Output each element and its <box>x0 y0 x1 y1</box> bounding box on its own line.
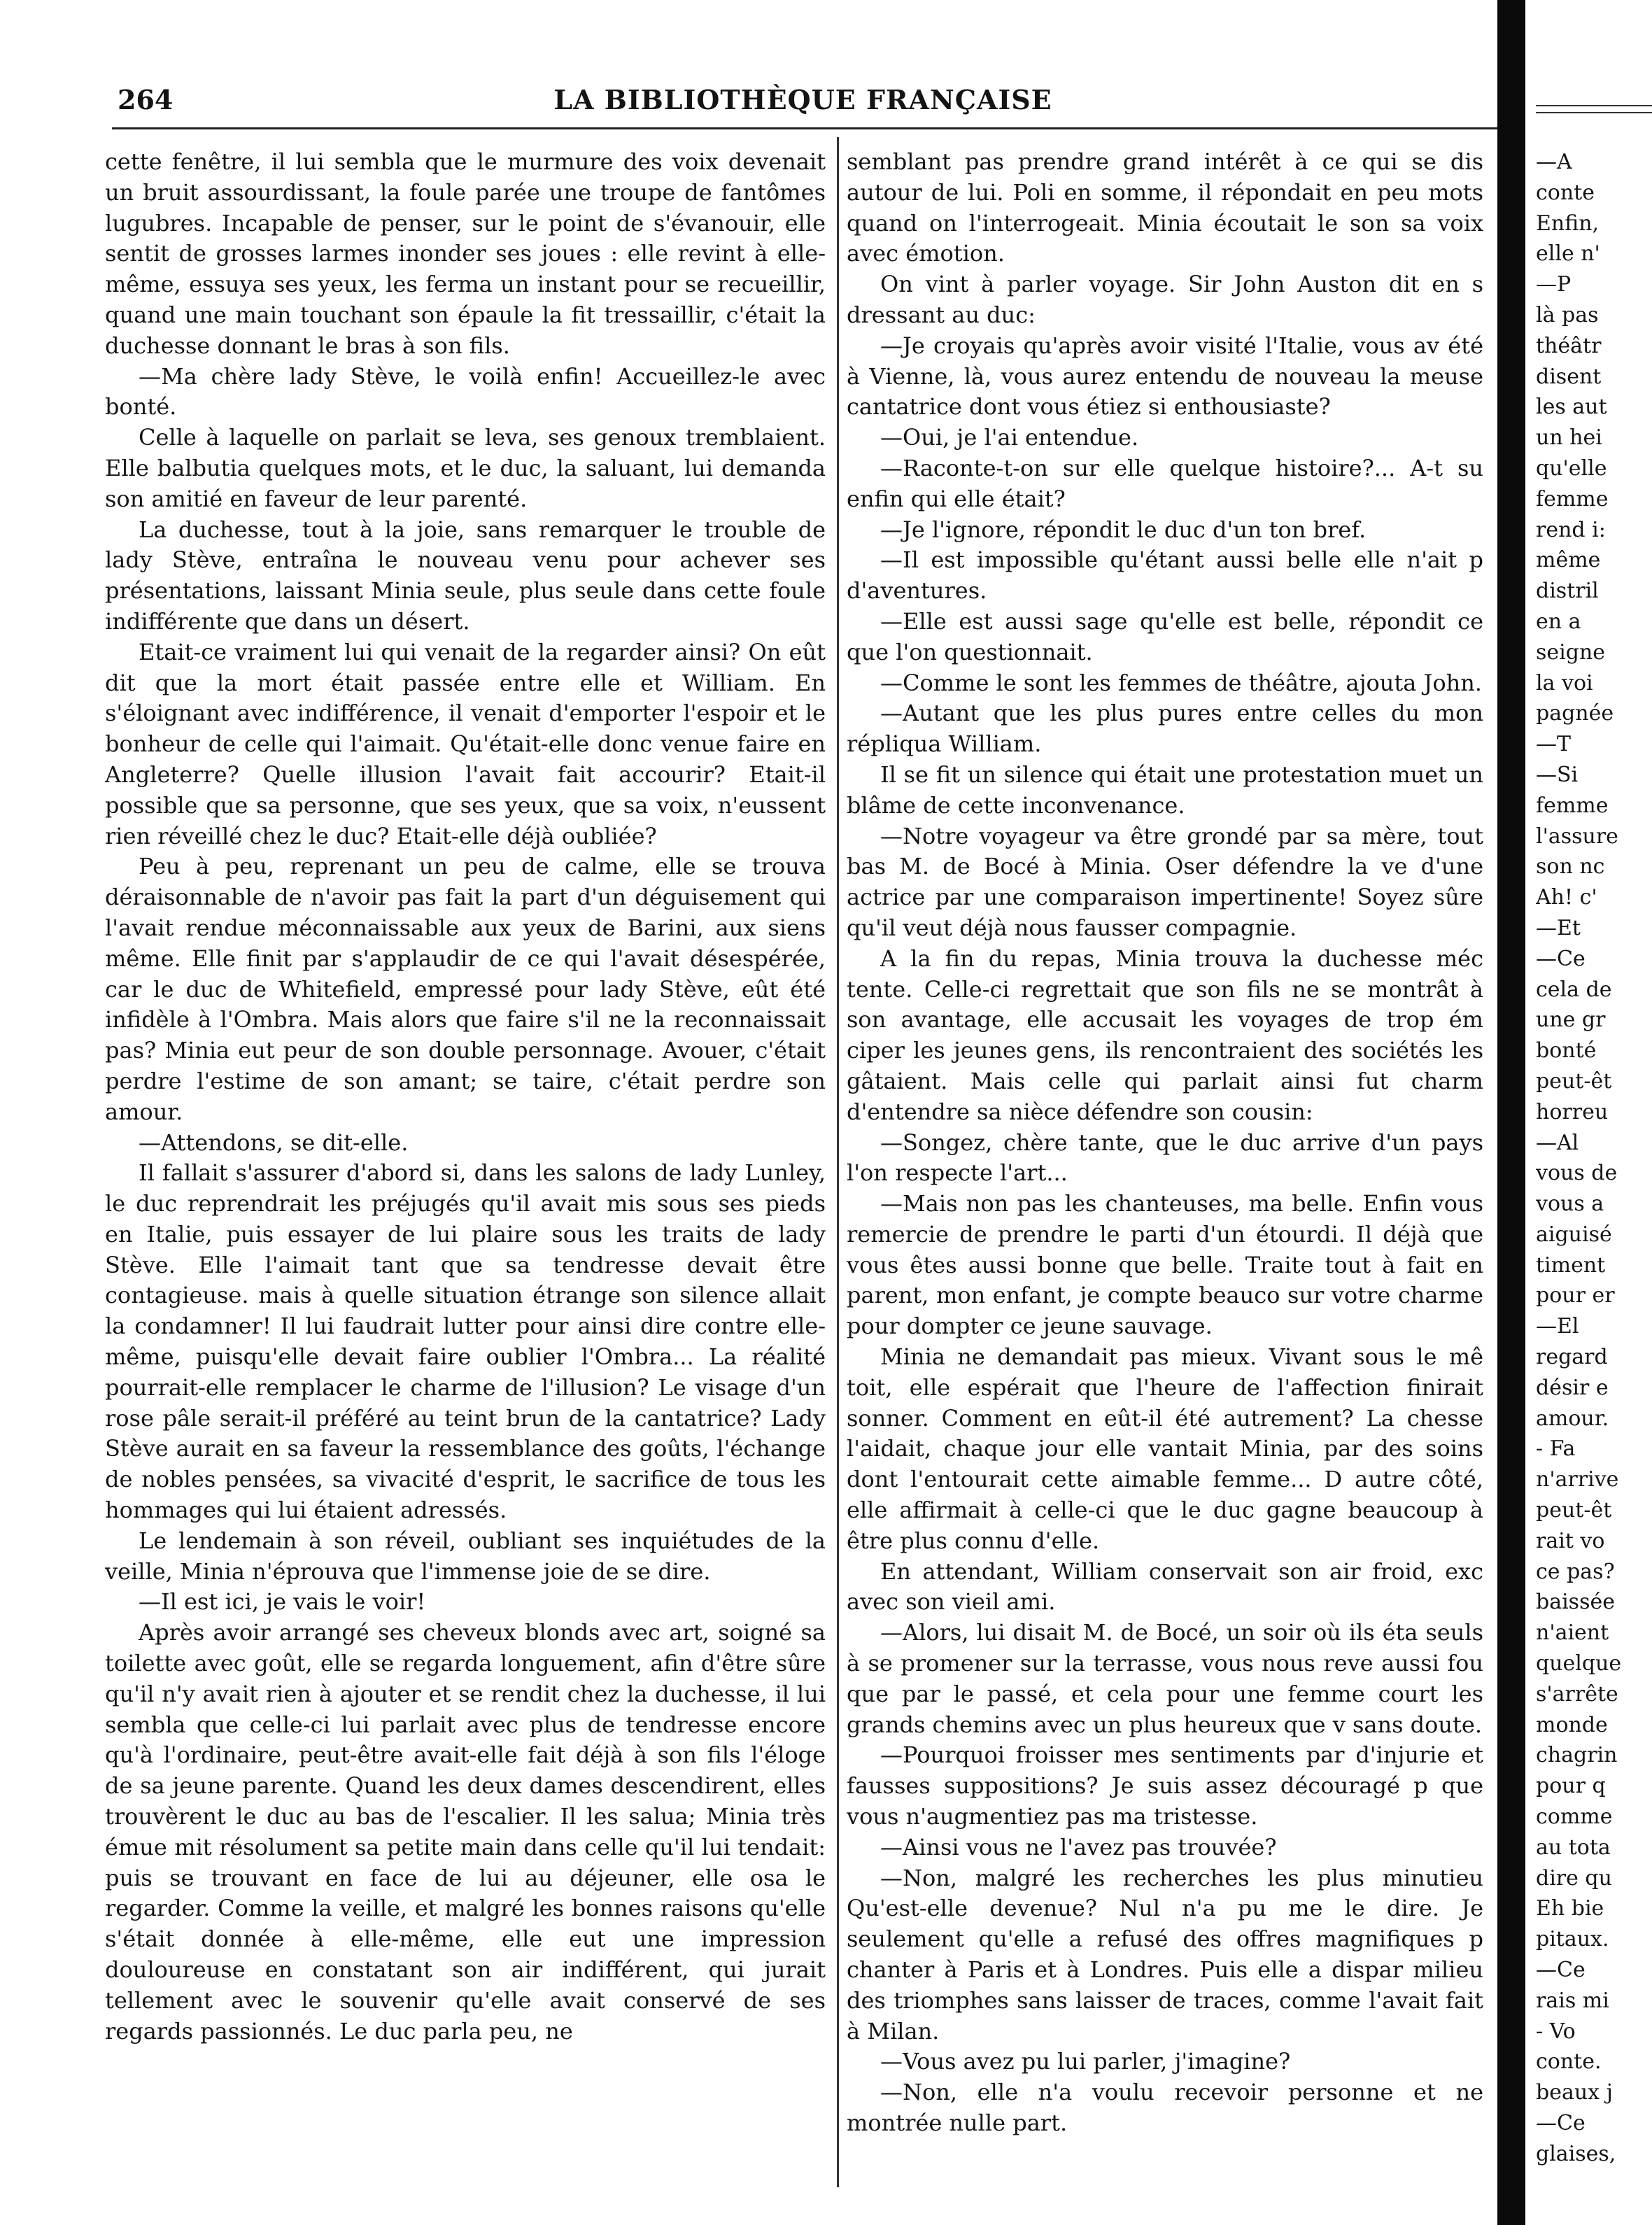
text-line-fragment: pagnée <box>1536 701 1614 726</box>
paragraph: —Oui, je l'ai entendue. <box>880 424 1139 451</box>
text-line-fragment: qu'elle <box>1536 455 1607 481</box>
text-line-fragment: —Ce <box>1536 1958 1586 1983</box>
right-cropped-column <box>1536 147 1652 2170</box>
text-line-fragment: cela de <box>1536 977 1612 1002</box>
text-line-fragment: quelque <box>1536 1651 1622 1676</box>
text-line-fragment: peut-êt <box>1536 1068 1612 1094</box>
text-line-fragment: glaises, <box>1536 2141 1616 2166</box>
paragraph: Etait-ce vraiment lui qui venait de la regarder ainsi? On eût dit que la mort était passée entre elle et William. En s'éloignant avec indifférence, il venait d'emporter l'espoir et le bonheur de celle qui l'aimait. Qu'était-elle donc venue faire en Angleterre? Quelle illusion l'avait fait accourir? Etait-il possible que sa personne, que ses yeux, que sa voix, n'eussent rien réveillé chez le duc? Etait-elle déjà oubliée? <box>105 638 826 849</box>
paragraph: —Vous avez pu lui parler, j'imagine? <box>880 2048 1291 2075</box>
paragraph: Après avoir arrangé ses cheveux blonds avec art, soigné sa toilette avec goût, elle se regarda longuement, afin d'être sûre qu'il n'y avait rien à ajouter et se rendit chez la duchesse, il lui sembla que celle-ci lui parlait avec plus de tendresse encore qu'à l'ordinaire, peut-être avait-elle fait déjà à son fils l'éloge de sa jeune parente. Quand les deux dames descendirent, elles trouvèrent le duc au bas de l'escalier. Il les salua; Minia très émue mit résolument sa petite main dans celle qu'il lui tendait: puis se trouvant en face de lui au déjeuner, elle osa le regarder. Comme la veille, et malgré les bonnes raisons qu'elle s'était donnée à elle-même, elle eut une impression douloureuse en constatant son air indifférent, qui jurait tellement avec le souvenir qu'elle avait conservé de ses regards passionnés. Le duc parla peu, ne <box>105 1619 826 2044</box>
text-line-fragment: elle n' <box>1536 241 1600 267</box>
paragraph: —Ainsi vous ne l'avez pas trouvée? <box>880 1833 1277 1860</box>
paragraph: En attendant, William conservait son air froid, exc avec son vieil ami. <box>847 1558 1483 1616</box>
text-line-fragment: les aut <box>1536 395 1607 420</box>
text-line-fragment: —Ce <box>1536 2111 1586 2135</box>
paragraph: —Comme le sont les femmes de théâtre, ajouta John. <box>880 669 1482 696</box>
paragraph: —Mais non pas les chanteuses, ma belle. Enfin vous remercie de prendre le parti d'un étourdi. Il déjà que vous êtes aussi bonne que belle. Traite tout à fait en parent, mon enfant, je compte beauco sur votre charme pour dompter ce jeune sauvage. <box>847 1190 1483 1340</box>
text-line-fragment: la voi <box>1536 670 1593 695</box>
text-line-fragment: bonté <box>1536 1038 1597 1064</box>
text-line-fragment: conte. <box>1536 2049 1602 2075</box>
text-line-fragment: monde <box>1536 1712 1608 1737</box>
text-line-fragment: ce pas? <box>1536 1559 1615 1584</box>
scan-gutter-shadow <box>1497 0 1525 2225</box>
text-line-fragment: pour er <box>1536 1283 1615 1308</box>
text-line-fragment: amour. <box>1536 1406 1609 1431</box>
text-line-fragment: —P <box>1536 272 1572 297</box>
paragraph: On vint à parler voyage. Sir John Auston dit en s dressant au duc: <box>847 271 1483 328</box>
text-line-fragment: rais mi <box>1536 1988 1609 2013</box>
paragraph: Minia ne demandait pas mieux. Vivant sous le mê toit, elle espérait que l'heure de l'affection finirait sonner. Comment en eût-il été autrement? La chesse l'aidait, chaque jour elle vantait Minia, par des soins dont l'entourait cette aimable femme... D autre côté, elle affirmait à celle-ci que le duc gagne beaucoup à être plus connu d'elle. <box>847 1343 1483 1554</box>
paragraph: cette fenêtre, il lui sembla que le murmure des voix devenait un bruit assourdissant, la foule parée une troupe de fantômes lugubres. Incapable de penser, sur le point de s'évanouir, elle sentit de grosses larmes inonder ses joues : elle revint à elle-même, essuya ses yeux, les ferma un instant pour se recueillir, quand une main touchant son épaule la fit tressaillir, c'était la duchesse donnant le bras à son fils. <box>105 148 826 359</box>
text-line-fragment: rend i: <box>1536 517 1606 542</box>
text-line-fragment: Ah! c' <box>1536 885 1597 910</box>
text-line-fragment: n'arrive <box>1536 1467 1619 1492</box>
running-title: LA BIBLIOTHÈQUE FRANÇAISE <box>553 84 1052 115</box>
paragraph: —Elle est aussi sage qu'elle est belle, répondit ce que l'on questionnait. <box>847 607 1483 665</box>
header-rule <box>112 127 1525 129</box>
paragraph: A la fin du repas, Minia trouva la duchesse méc tente. Celle-ci regrettait que son fils ne se montrât à son avantage, elle accusait les voyages de trop ém ciper les jeunes gens, ils rencontraient des sociétés les gâtaient. Mais celle qui parlait ainsi fut charm d'entendre sa nièce défendre son cousin: <box>847 945 1483 1125</box>
right-header-rule-double <box>1536 112 1652 113</box>
paragraph: —Il est impossible qu'étant aussi belle elle n'ait p d'aventures. <box>847 546 1483 605</box>
text-line-fragment: même <box>1536 548 1601 573</box>
text-line-fragment: pitaux. <box>1536 1927 1609 1952</box>
paragraph: —Raconte-t-on sur elle quelque histoire?... A-t su enfin qui elle était? <box>847 454 1483 512</box>
text-line-fragment: rait vo <box>1536 1528 1605 1553</box>
text-line-fragment: désir e <box>1536 1375 1609 1400</box>
page-number: 264 <box>118 84 174 115</box>
paragraph: —Non, elle n'a voulu recevoir personne et ne montrée nulle part. <box>847 2079 1483 2136</box>
text-line-fragment: pour q <box>1536 1774 1606 1799</box>
text-line-fragment: en a <box>1536 609 1581 634</box>
text-line-fragment: au tota <box>1536 1835 1611 1860</box>
text-line-fragment: vous a <box>1536 1192 1604 1217</box>
paragraph: —Songez, chère tante, que le duc arrive d'un pays l'on respecte l'art... <box>847 1129 1483 1187</box>
text-line-fragment: beaux j <box>1536 2080 1613 2105</box>
paragraph: semblant pas prendre grand intérêt à ce qui se dis autour de lui. Poli en somme, il répondait en peu mots quand on l'interrogeait. Minia écoutait le son sa voix avec émotion. <box>847 148 1483 267</box>
text-line-fragment: là pas <box>1536 302 1599 327</box>
middle-text-column <box>847 147 1483 2139</box>
paragraph: Le lendemain à son réveil, oubliant ses inquiétudes de la veille, Minia n'éprouva que l'immense joie de se dire. <box>105 1527 826 1585</box>
text-line-fragment: conte <box>1536 180 1595 205</box>
paragraph: —Il est ici, je vais le voir! <box>139 1588 426 1616</box>
text-line-fragment: chagrin <box>1536 1743 1618 1768</box>
text-line-fragment: —T <box>1536 732 1572 757</box>
paragraph: —Non, malgré les recherches les plus minutieu Qu'est-elle devenue? Nul n'a pu me le dire. Je seulement qu'elle a refusé des offres magnifiques p chanter à Paris et à Londres. Puis elle a dispar milieu des triomphes sans laisser de traces, comme l'avait fait à Milan. <box>847 1864 1483 2044</box>
paragraph: —Notre voyageur va être grondé par sa mère, tout bas M. de Bocé à Minia. Oser défendre la ve d'une actrice par une comparaison impertinente! Soyez sûre qu'il veut déjà nous fausser compagnie. <box>847 822 1483 941</box>
text-line-fragment: —Al <box>1536 1130 1579 1155</box>
paragraph: —Attendons, se dit-elle. <box>139 1129 409 1156</box>
paragraph: Il fallait s'assurer d'abord si, dans les salons de lady Lunley, le duc reprendrait les préjugés qu'il avait mis sous ses pieds en Italie, puis essayer de lui plaire sous les traits de lady Stève. Elle l'aimait tant que sa tendresse devait être contagieuse. mais à quelle situation étrange son silence allait la condamner! Il lui faudrait lutter pour ainsi dire contre elle-même, puisqu'elle devait faire oublier l'Ombra... La réalité pourrait-elle remplacer le charme de l'illusion? Le visage d'un rose pâle serait-il préféré au teint brun de la cantatrice? Lady Stève aurait en sa faveur la ressemblance des goûts, l'échange de nobles pensées, sa vivacité d'esprit, le sacrifice de tous les hommages qui lui étaient adressés. <box>105 1159 826 1524</box>
text-line-fragment: timent <box>1536 1252 1606 1278</box>
paragraph: Il se fit un silence qui était une protestation muet un blâme de cette inconvenance. <box>847 761 1483 819</box>
text-line-fragment: femme <box>1536 793 1609 818</box>
text-line-fragment: vous de <box>1536 1161 1618 1186</box>
left-text-column <box>105 147 826 2047</box>
text-line-fragment: un hei <box>1536 425 1602 451</box>
text-line-fragment: —Si <box>1536 762 1579 787</box>
page-header <box>105 83 1501 125</box>
text-line-fragment: Eh bie <box>1536 1896 1604 1921</box>
text-line-fragment: —Et <box>1536 915 1581 940</box>
text-line-fragment: baissée <box>1536 1590 1615 1615</box>
text-line-fragment: aiguisé <box>1536 1222 1612 1247</box>
text-line-fragment: comme <box>1536 1804 1613 1830</box>
text-line-fragment: l'assure <box>1536 824 1618 849</box>
paragraph: —Autant que les plus pures entre celles du mon répliqua William. <box>847 700 1483 758</box>
paragraph: —Je l'ignore, répondit le duc d'un ton bref. <box>880 516 1367 543</box>
text-line-fragment: s'arrête <box>1536 1681 1618 1707</box>
paragraph: —Je croyais qu'après avoir visité l'Italie, vous av été à Vienne, là, vous aurez entendu de nouveau la meuse cantatrice dont vous étiez si enthousiaste? <box>847 332 1483 421</box>
text-line-fragment: femme <box>1536 486 1609 511</box>
text-line-fragment: une gr <box>1536 1008 1606 1033</box>
text-line-fragment: —Ce <box>1536 946 1586 971</box>
paragraph: —Alors, lui disait M. de Bocé, un soir où ils éta seuls à se promener sur la terrasse, vous nous reve aussi fou que par le passé, et cela pour une femme court les grands chemins avec un plus heureux que v sans doute. <box>847 1619 1483 1738</box>
text-line-fragment: - Vo <box>1536 2019 1576 2044</box>
text-line-fragment: Enfin, <box>1536 211 1600 236</box>
text-line-fragment: - Fa <box>1536 1436 1576 1462</box>
paragraph: Celle à laquelle on parlait se leva, ses genoux tremblaient. Elle balbutia quelques mots, et le duc, la saluant, lui demanda son amitié en faveur de leur parenté. <box>105 424 826 512</box>
text-line-fragment: n'aient <box>1536 1620 1609 1646</box>
paragraph: —Pourquoi froisser mes sentiments par d'injurie et fausses suppositions? Je suis assez découragé p que vous n'augmentiez pas ma tristesse. <box>847 1742 1483 1830</box>
text-line-fragment: horreu <box>1536 1099 1609 1124</box>
text-line-fragment: regard <box>1536 1345 1608 1370</box>
text-line-fragment: distril <box>1536 579 1599 604</box>
paragraph: La duchesse, tout à la joie, sans remarquer le trouble de lady Stève, entraîna le nouveau venu pour achever ses présentations, laissant Minia seule, plus seule dans cette foule indifférente que dans un désert. <box>105 516 826 635</box>
text-line-fragment: dire qu <box>1536 1865 1612 1891</box>
text-line-fragment: peut-êt <box>1536 1498 1612 1523</box>
text-line-fragment: —A <box>1536 150 1572 174</box>
paragraph: Peu à peu, reprenant un peu de calme, elle se trouva déraisonnable de n'avoir pas fait la part d'un déguisement qui l'avait rendue méconnaissable aux yeux de Barini, aux siens même. Elle finit par s'applaudir de ce qui l'avait désespérée, car le duc de Whitefield, empressé pour lady Stève, eût été infidèle à l'Ombra. Mais alors que faire s'il ne la reconnaissait pas? Minia eut peur de son double personnage. Avouer, c'était perdre l'estime de son amant; se taire, c'était perdre son amour. <box>105 853 826 1125</box>
paragraph: —Ma chère lady Stève, le voilà enfin! Accueillez-le avec bonté. <box>105 362 826 421</box>
text-line-fragment: seigne <box>1536 640 1606 665</box>
text-line-fragment: —El <box>1536 1314 1579 1339</box>
text-line-fragment: disent <box>1536 364 1602 389</box>
text-line-fragment: son nc <box>1536 854 1605 880</box>
right-header-rule <box>1536 105 1652 106</box>
column-divider <box>837 137 839 2187</box>
text-line-fragment: théâtr <box>1536 333 1602 358</box>
